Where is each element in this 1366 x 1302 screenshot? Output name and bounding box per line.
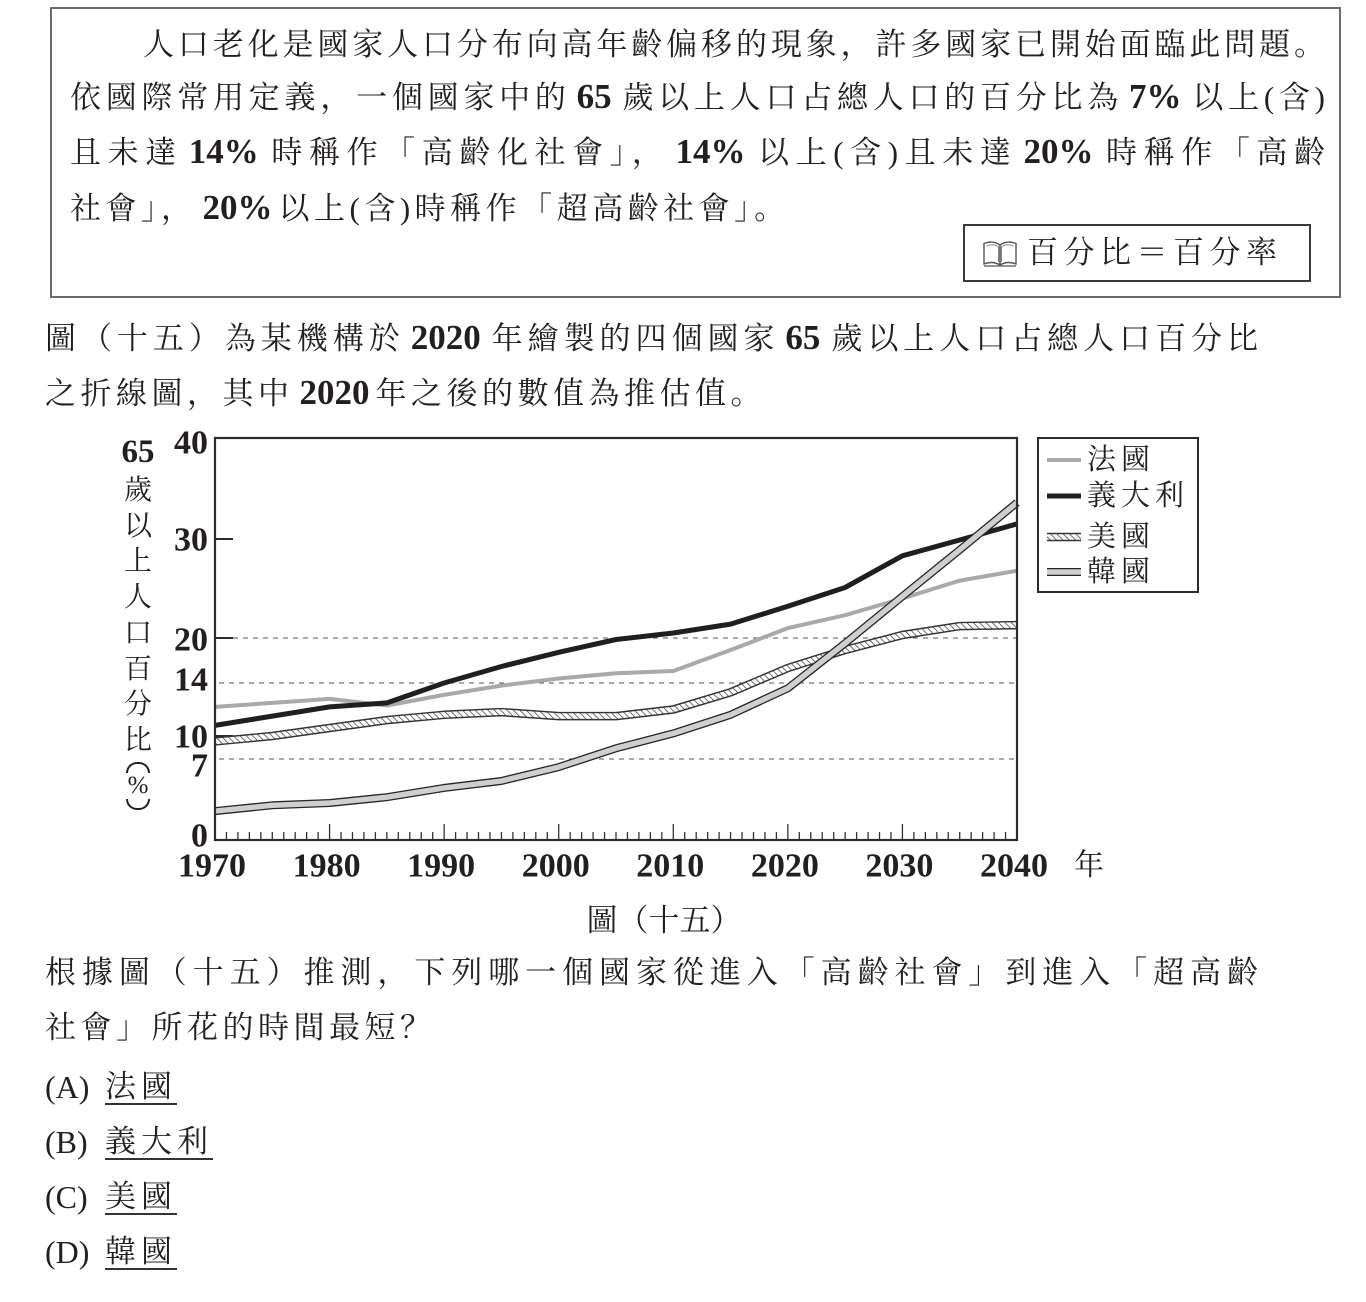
x-tick-label: 1990 [407,847,476,885]
text-segment: 人口老化是國家人口分布向高年齡偏移的現象，許多國家已開始面臨此問題。 [143,27,1325,62]
option-text: 美國 [105,1178,177,1214]
option-text: 義大利 [105,1123,213,1159]
x-tick-label: 1980 [292,847,361,885]
legend-swatch-icon [1046,565,1082,579]
legend-swatch-icon [1046,453,1082,467]
bold-number: 20% [1023,132,1094,171]
legend-label: 義大利 [1087,480,1190,512]
bold-number: 7% [1129,77,1182,116]
chart-legend [1037,437,1199,593]
note-text: 百分比＝百分率 [1027,235,1283,270]
series-path [215,503,1017,811]
bold-number: 2020 [299,373,370,412]
option-text: 韓國 [105,1233,177,1269]
x-axis-unit: 年 [1074,849,1104,882]
option-c[interactable] [45,1177,177,1217]
text-segment: 時稱作「高齡化社會」， [264,135,670,170]
text-segment: 歲以上人口占總人口百分比 [826,321,1259,356]
question-line: 根據圖（十五）推測，下列哪一個國家從進入「高齡社會」到進入「超高齡 [45,955,1258,990]
option-label: (C) [45,1179,88,1215]
x-tick-label: 2000 [521,847,590,885]
option-label: (D) [45,1234,90,1270]
y-axis-labels [174,425,208,855]
legend-swatch-icon [1046,530,1082,544]
question-line: 社會」所花的時間最短？ [45,1010,436,1045]
definition-line [70,132,1325,172]
text-segment: 圖（十五）為某機構於 [45,321,405,356]
data-series [215,503,1017,811]
text-segment: 依國際常用定義，一個國家中的 [70,80,571,115]
bold-number: 65 [785,318,821,357]
paren-close [126,799,150,810]
series-path [215,503,1017,811]
bold-number: 14% [188,132,259,171]
text-segment: 以上(含)且未達 [751,135,1018,170]
y-axis-unit [124,762,152,810]
legend-item-korea [1039,554,1197,590]
text-segment: 之折線圖，其中 [45,376,294,411]
y-tick-label: 30 [174,521,208,559]
definition-line [70,77,1325,117]
legend-item-usa [1039,519,1197,555]
y-tick-label: 20 [174,621,208,659]
line-chart [0,420,1366,950]
x-tick-label: 2010 [636,847,705,885]
x-tick-label: 2030 [865,847,934,885]
x-tick-label: 1970 [178,847,246,885]
text-segment: 年繪製的四個國家 [486,321,780,356]
figure-caption: 圖（十五） [586,903,742,938]
bold-number: 20% [202,188,273,227]
x-axis-labels [178,848,1048,885]
option-d[interactable] [45,1232,177,1272]
bold-number: 14% [675,132,746,171]
option-label: (B) [45,1124,88,1160]
option-b[interactable] [45,1122,213,1162]
y-tick-label: 0 [191,817,208,855]
option-a[interactable] [45,1067,177,1107]
x-axis-ticks [226,824,1005,840]
option-label: (A) [45,1069,90,1105]
series-path [215,625,1017,741]
definition-box [50,7,1341,298]
legend-item-italy [1039,478,1197,514]
series-path [215,524,1017,726]
x-tick-label: 2020 [750,847,819,885]
y-tick-label: 7 [191,747,208,785]
y-axis-title-number: 65 [121,434,155,470]
series-line-italy [215,524,1017,726]
legend-label: 韓國 [1087,556,1156,588]
text-segment: 以上(含) [1187,80,1325,115]
text-segment: 以上(含)時稱作「超高齡社會」。 [278,191,790,226]
legend-label: 美國 [1087,521,1156,553]
y-axis-title: 歲以上人口百分比 [123,475,152,756]
definition-line [70,188,790,228]
text-segment: 年之後的數值為推估值。 [375,376,766,411]
legend-swatch-icon [1046,489,1082,503]
text-segment: 社會」， [70,191,197,226]
glossary-note [963,224,1311,282]
x-tick-label: 2040 [980,847,1048,885]
percent-sign: % [127,772,149,799]
bold-number: 65 [576,77,612,116]
intro-line [45,373,766,413]
book-icon [982,238,1018,268]
legend-label: 法國 [1087,444,1156,476]
text-segment: 且未達 [70,135,183,170]
bold-number: 2020 [410,318,481,357]
series-line-usa [215,625,1017,741]
text-segment: 歲以上人口占總人口的百分比為 [617,80,1124,115]
legend-item-france [1039,442,1197,478]
text-segment: 時稱作「高齡 [1099,135,1326,170]
series-line-korea [215,503,1017,811]
y-tick-label: 40 [174,424,208,462]
y-tick-label: 14 [174,661,208,699]
y-tick-label: 10 [174,718,208,756]
definition-line [70,25,1325,65]
option-text: 法國 [105,1068,177,1104]
intro-line [45,318,1258,358]
